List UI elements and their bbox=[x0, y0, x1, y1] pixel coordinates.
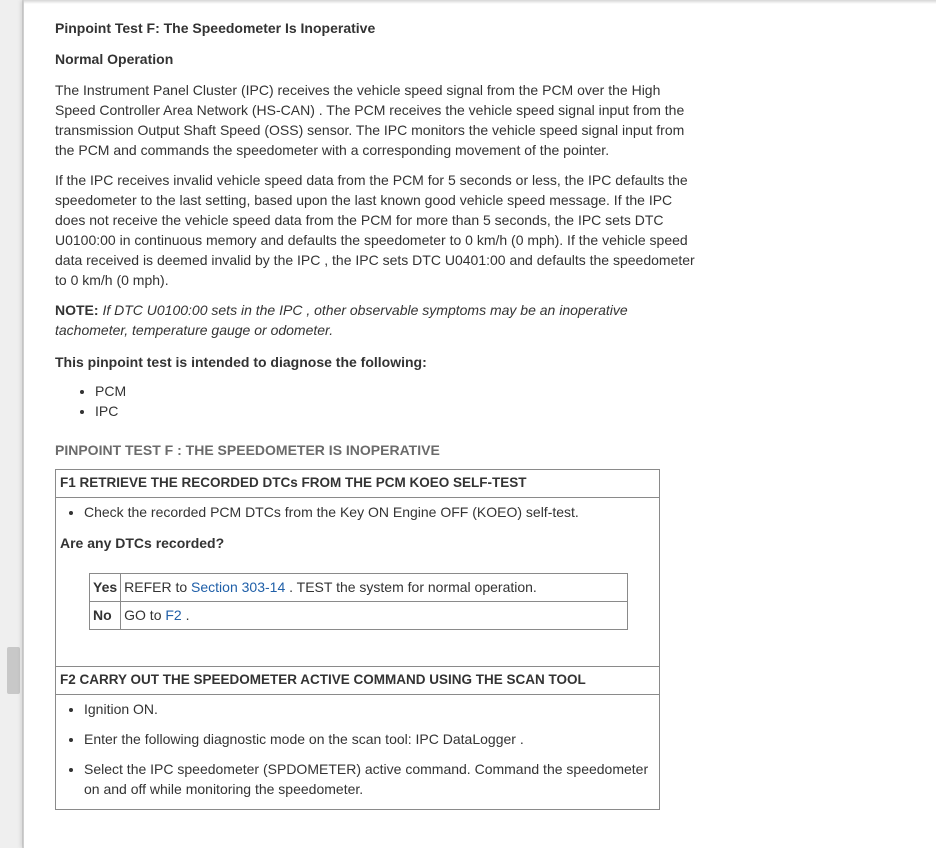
splitter-handle[interactable] bbox=[7, 647, 20, 694]
yes-action-suffix: . TEST the system for normal operation. bbox=[285, 579, 537, 595]
paragraph-1: The Instrument Panel Cluster (IPC) receives the vehicle speed signal from the PCM over the High Speed Controller Area Network (HS-CAN) . The PCM receives the vehicle speed signal input from the transmission Output Shaft Speed (OSS) sensor. The IPC monitors the vehicle speed signal input from the PCM and commands the speedometer with a corresponding movement of the pointer. bbox=[55, 82, 685, 158]
note bbox=[55, 300, 695, 340]
no-action bbox=[121, 602, 628, 630]
pinpoint-test-title: PINPOINT TEST F : THE SPEEDOMETER IS INOPERATIVE bbox=[55, 442, 440, 458]
list-item: • Ignition ON. bbox=[84, 699, 655, 719]
list-item: • Select the IPC speedometer (SPDOMETER) active command. Command the speedometer on and off while monitoring the speedometer. bbox=[84, 759, 655, 799]
step-f1-body bbox=[56, 498, 659, 630]
step-f1-question: Are any DTCs recorded? bbox=[60, 535, 225, 551]
step-f1-actions bbox=[60, 502, 655, 522]
step-f1-heading: F1 RETRIEVE THE RECORDED DTCs FROM THE PCM KOEO SELF-TEST bbox=[56, 470, 659, 498]
table-row bbox=[90, 602, 628, 630]
no-action-prefix: GO to bbox=[124, 607, 166, 623]
list-item: • Check the recorded PCM DTCs from the Key ON Engine OFF (KOEO) self-test. bbox=[84, 502, 655, 522]
component-list bbox=[55, 381, 695, 421]
step-f2-body bbox=[56, 695, 659, 799]
step-f2-actions bbox=[60, 699, 655, 799]
note-label: NOTE: bbox=[55, 302, 99, 318]
step-f2-heading: F2 CARRY OUT THE SPEEDOMETER ACTIVE COMMAND USING THE SCAN TOOL bbox=[56, 666, 659, 695]
page-title: Pinpoint Test F: The Speedometer Is Inoperative bbox=[55, 20, 376, 36]
section-link[interactable]: Section 303-14 bbox=[191, 579, 286, 595]
f2-link[interactable]: F2 bbox=[165, 607, 182, 623]
table-row bbox=[90, 574, 628, 602]
yes-action-prefix: REFER to bbox=[124, 579, 192, 595]
pinpoint-test-table bbox=[55, 469, 660, 810]
normal-operation-heading: Normal Operation bbox=[55, 51, 174, 67]
left-gutter bbox=[0, 0, 23, 848]
top-shadow bbox=[24, 0, 936, 4]
document-pane bbox=[23, 0, 936, 848]
no-label: No bbox=[90, 602, 121, 630]
document-content bbox=[55, 18, 695, 810]
yes-action bbox=[121, 574, 628, 602]
list-item: • PCM bbox=[95, 381, 695, 401]
step-f1-answers bbox=[89, 573, 628, 630]
no-action-suffix: . bbox=[181, 607, 190, 623]
list-item: • Enter the following diagnostic mode on the scan tool: IPC DataLogger . bbox=[84, 729, 655, 749]
intended-heading: This pinpoint test is intended to diagnose the following: bbox=[55, 354, 427, 370]
paragraph-2: If the IPC receives invalid vehicle speed data from the PCM for 5 seconds or less, the IPC defaults the speedometer to the last setting, based upon the last known good vehicle speed message. If the IPC does not receive the vehicle speed data from the PCM for more than 5 seconds, the IPC sets DTC U0100:00 in continuous memory and defaults the speedometer to 0 km/h (0 mph). If the vehicle speed data received is deemed invalid by the IPC , the IPC sets DTC U0401:00 and defaults the speedometer to 0 km/h (0 mph). bbox=[55, 172, 695, 288]
note-text: If DTC U0100:00 sets in the IPC , other observable symptoms may be an inoperative tachometer, temperature gauge or odometer. bbox=[55, 302, 628, 338]
list-item: • IPC bbox=[95, 401, 695, 421]
yes-label: Yes bbox=[90, 574, 121, 602]
